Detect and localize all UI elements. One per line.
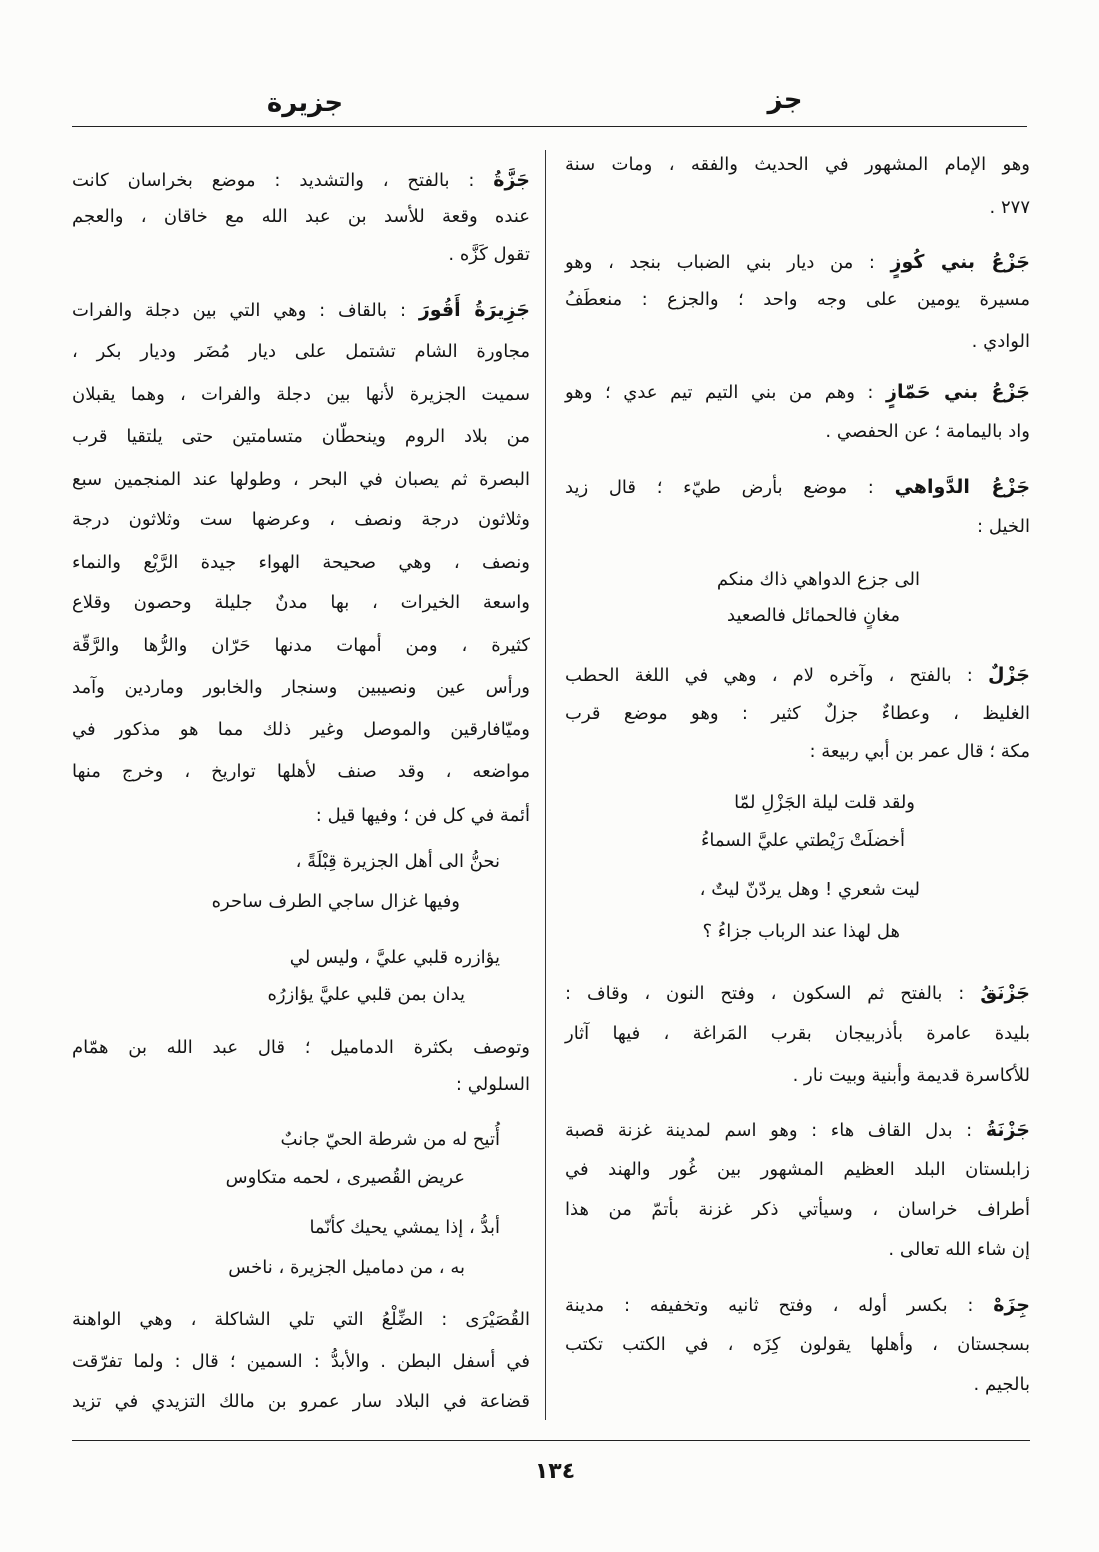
text-line: عنده وقعة للأسد بن عبد الله مع خاقان ، والعجم	[72, 206, 530, 227]
verse-hemistich: ولقد قلت ليلة الجَزْلِ لمّا	[734, 792, 915, 813]
entry-first-line	[565, 372, 1030, 412]
text-line: بليدة عامرة بأذربيجان بقرب المَراغة ، فيها آثار	[565, 1023, 1030, 1044]
verse-hemistich: يدان بمن قلبي عليَّ يؤازرُه	[267, 984, 465, 1005]
entry-text: : بالفتح ثم السكون ، وفتح النون ، وقاف :	[565, 983, 981, 1004]
verse-hemistich: أبدُّ ، إذا يمشي يحيك كأنّما	[309, 1217, 500, 1238]
text-line: مسيرة يومين على وجه واحد ؛ والجزع : منعطَفُ	[565, 289, 1030, 310]
text-line: الوادي .	[971, 331, 1030, 352]
entry-headword: جَزْعُ بني حَمّازٍ	[886, 381, 1030, 403]
text-line: بالجيم .	[973, 1374, 1030, 1395]
text-line: زابلستان البلد العظيم المشهور بين غُور والهند في	[565, 1159, 1030, 1180]
entry-first-line	[565, 242, 1030, 282]
verse-hemistich: به ، من دماميل الجزيرة ، ناخس	[228, 1257, 465, 1278]
entry-headword: جَزْعُ بني كُوزٍ	[890, 251, 1030, 273]
entry-text: : بالفتح ، والتشديد : موضع بخراسان كانت	[72, 170, 494, 191]
text-line: البصرة ثم يصبان في البحر ، وطولها عند المنجمين سبع	[72, 469, 530, 490]
column-divider	[545, 150, 546, 1420]
text-line: ورأس عين ونصيبين وسنجار والخابور وماردين وآمد	[72, 677, 530, 698]
verse-hemistich: يؤازره قلبي عليَّ ، وليس لي	[289, 947, 500, 968]
text-line: بسجستان ، وأهلها يقولون كِزَه ، في الكتب تكتب	[565, 1334, 1030, 1355]
verse-hemistich: هل لهذا عند الرباب جزاءُ ؟	[702, 921, 900, 942]
verse-hemistich: ليت شعري ! وهل يردّنّ ليتٌ ،	[699, 879, 920, 900]
page-number: ١٣٤	[534, 1459, 576, 1484]
entry-first-line	[565, 1110, 1030, 1150]
entry-first-line	[565, 973, 1030, 1013]
verse-hemistich: أُتيح له من شرطة الحيّ جانبٌ	[280, 1129, 500, 1150]
entry-first-line	[565, 1285, 1030, 1325]
text-line: تقول كَزَّه .	[448, 244, 530, 265]
text-line: أطراف خراسان ، وسيأتي ذكر غزنة بأتمّ من هذا	[565, 1199, 1030, 1220]
text-line: من بلاد الروم وينحطّان متسامتين حتى يلتقيا قرب	[72, 426, 530, 447]
entry-headword: جِزَهْ	[993, 1294, 1030, 1316]
entry-first-line	[72, 290, 530, 330]
verse-hemistich: مغانٍ فالحمائل فالصعيد	[727, 605, 900, 626]
text-line: مجاورة الشام تشتمل على ديار مُضَر وديار بكر ،	[72, 341, 530, 362]
text-line: إن شاء الله تعالى .	[888, 1239, 1030, 1260]
text-line: كثيرة ، ومن أمهات مدنها حَرّان والرُّها والرَّقّة	[72, 635, 530, 656]
text-line: وهو الإمام المشهور في الحديث والفقه ، ومات سنة	[565, 154, 1030, 175]
entry-headword: جَزْلٌ	[988, 664, 1030, 686]
text-line: وتوصف بكثرة الدماميل ؛ قال عبد الله بن همّام	[72, 1037, 530, 1058]
verse-hemistich: الى جزع الدواهي ذاك منكم	[716, 569, 920, 590]
text-line: ٢٧٧ .	[989, 197, 1030, 218]
footer-rule	[72, 1440, 1030, 1441]
verse-hemistich: نحنُّ الى أهل الجزيرة قِبْلَةً ،	[295, 851, 500, 872]
entry-text: : بدل القاف هاء : وهو اسم لمدينة غزنة قصبة	[565, 1120, 986, 1141]
text-line: الغليظ ، وعطاءٌ جزلٌ كثير : وهو موضع قرب	[565, 703, 1030, 724]
left-running-head: جزيرة	[266, 88, 344, 118]
verse-hemistich: عريض القُصيرى ، لحمه متكاوس	[225, 1167, 465, 1188]
text-line: سميت الجزيرة لأنها بين دجلة والفرات ، وهما يقبلان	[72, 384, 530, 405]
text-line: واسعة الخيرات ، بها مدنٌ جليلة وحصون وقلاع	[72, 592, 530, 613]
text-line: وميّافارقين والموصل وغير ذلك مما هو مذكور في	[72, 719, 530, 740]
text-line: الخيل :	[977, 516, 1030, 537]
entry-text: : وهم من بني التيم تيم عدي ؛ وهو	[565, 382, 887, 403]
text-line: واد باليمامة ؛ عن الحفصي .	[825, 421, 1030, 442]
text-line: وثلاثون درجة ونصف ، وعرضها ست وثلاثون درجة	[72, 509, 530, 530]
verse-hemistich: أخضلَتْ رَيْطتي عليَّ السماءُ	[700, 830, 905, 851]
entry-headword: جَزْعُ الدَّواهي	[894, 476, 1031, 498]
entry-first-line	[565, 467, 1030, 507]
entry-first-line	[565, 655, 1030, 695]
entry-headword: جَزْنَقُ	[980, 982, 1030, 1004]
text-line: مكة ؛ قال عمر بن أبي ربيعة :	[809, 741, 1030, 762]
text-line: مواضعه ، وقد صنف لأهلها تواريخ ، وخرج منها	[72, 761, 530, 782]
entry-text: : موضع بأرض طيّء ؛ قال زيد	[565, 477, 895, 498]
entry-text: : بالقاف : وهي التي بين دجلة والفرات	[72, 300, 419, 321]
text-line: للأكاسرة قديمة وأبنية وبيت نار .	[792, 1065, 1030, 1086]
text-line: ونصف ، وهي صحيحة الهواء جيدة الرَّيْع والنماء	[72, 552, 530, 573]
gloss-line: في أسفل البطن . والأبدُّ : السمين ؛ قال : ولما تفرّقت	[72, 1351, 530, 1372]
verse-hemistich: وفيها غزال ساجي الطرف ساحره	[211, 891, 460, 912]
entry-first-line	[72, 160, 530, 200]
gloss-line: قضاعة في البلاد سار عمرو بن مالك التزيدي في تزيد	[72, 1391, 530, 1412]
entry-text: : بالفتح ، وآخره لام ، وهي في اللغة الحطب	[565, 665, 988, 686]
entry-headword: جَزِيرَةُ أَقُورَ	[418, 299, 530, 321]
header-rule	[72, 126, 1027, 127]
entry-headword: جَزْنَةُ	[985, 1119, 1030, 1141]
text-line: السلولي :	[455, 1074, 530, 1095]
entry-headword: جَزَّةُ	[493, 169, 530, 191]
text-line: أئمة في كل فن ؛ وفيها قيل :	[315, 805, 530, 826]
gloss-line: القُصَيْرَى : الضِّلْعُ التي تلي الشاكلة ، وهي الواهنة	[72, 1309, 530, 1330]
entry-text: : بكسر أوله ، وفتح ثانيه وتخفيفه : مدينة	[565, 1295, 994, 1316]
right-running-head: جز	[767, 85, 803, 115]
entry-text: : من ديار بني الضباب بنجد ، وهو	[565, 252, 891, 273]
